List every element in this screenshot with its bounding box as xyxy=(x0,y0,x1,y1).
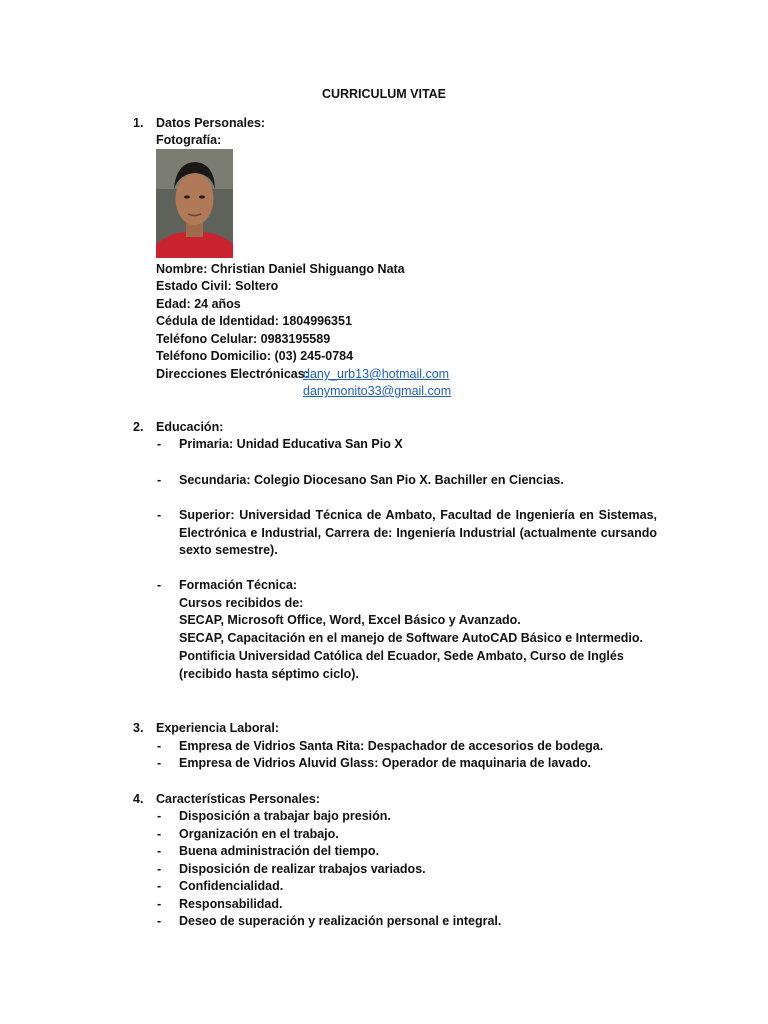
personal-cellphone: Teléfono Celular: 0983195589 xyxy=(156,332,331,346)
bullet-dash: - xyxy=(157,508,162,522)
bullet-dash: - xyxy=(157,914,162,928)
profile-photo xyxy=(156,149,233,258)
photo-label: Fotografía: xyxy=(156,133,222,147)
bullet-dash: - xyxy=(157,739,162,753)
personal-home-phone: Teléfono Domicilio: (03) 245-0784 xyxy=(156,349,354,363)
trait-item: Disposición de realizar trabajos variados. xyxy=(179,862,426,876)
technical-training-line: SECAP, Microsoft Office, Word, Excel Básico y Avanzado. xyxy=(179,613,521,627)
technical-training-line: SECAP, Capacitación en el manejo de Software AutoCAD Básico e Intermedio. xyxy=(179,631,644,645)
section-3-number: 3. xyxy=(133,721,144,735)
technical-training-english: Pontificia Universidad Católica del Ecuador, Sede Ambato, Curso de Inglés (recibido hasta séptimo ciclo). xyxy=(179,649,624,681)
experience-item: Empresa de Vidrios Santa Rita: Despachador de accesorios de bodega. xyxy=(179,739,604,753)
section-2-heading: Educación: xyxy=(156,420,224,434)
email-link-gmail[interactable]: danymonito33@gmail.com xyxy=(303,384,452,398)
trait-item: Buena administración del tiempo. xyxy=(179,844,380,858)
emails-label: Direcciones Electrónicas: xyxy=(156,367,309,381)
bullet-dash: - xyxy=(157,809,162,823)
personal-age: Edad: 24 años xyxy=(156,297,241,311)
trait-item: Confidencialidad. xyxy=(179,879,284,893)
technical-training-line: Cursos recibidos de: xyxy=(179,596,304,610)
bullet-dash: - xyxy=(157,879,162,893)
technical-training-heading: Formación Técnica: xyxy=(179,578,298,592)
trait-item: Organización en el trabajo. xyxy=(179,827,339,841)
education-superior: Superior: Universidad Técnica de Ambato, Facultad de Ingeniería en Sistemas, Electrónica e Industrial, Carrera de: Ingeniería Industrial (actualmente cursando sexto semestre). xyxy=(179,508,657,557)
profile-photo-image xyxy=(156,149,233,258)
personal-name: Nombre: Christian Daniel Shiguango Nata xyxy=(156,262,405,276)
section-1-heading: Datos Personales: xyxy=(156,116,266,130)
section-2-number: 2. xyxy=(133,420,144,434)
bullet-dash: - xyxy=(157,756,162,770)
bullet-dash: - xyxy=(157,437,162,451)
personal-id: Cédula de Identidad: 1804996351 xyxy=(156,314,352,328)
trait-item: Deseo de superación y realización personal e integral. xyxy=(179,914,502,928)
trait-item: Disposición a trabajar bajo presión. xyxy=(179,809,391,823)
bullet-dash: - xyxy=(157,862,162,876)
bullet-dash: - xyxy=(157,473,162,487)
bullet-dash: - xyxy=(157,578,162,592)
bullet-dash: - xyxy=(157,897,162,911)
experience-item: Empresa de Vidrios Aluvid Glass: Operador de maquinaria de lavado. xyxy=(179,756,591,770)
education-primary: Primaria: Unidad Educativa San Pio X xyxy=(179,437,403,451)
section-3-heading: Experiencia Laboral: xyxy=(156,721,279,735)
section-1-number: 1. xyxy=(133,116,144,130)
trait-item: Responsabilidad. xyxy=(179,897,283,911)
personal-civil-status: Estado Civil: Soltero xyxy=(156,279,279,293)
bullet-dash: - xyxy=(157,827,162,841)
bullet-dash: - xyxy=(157,844,162,858)
education-secondary: Secundaria: Colegio Diocesano San Pio X. Bachiller en Ciencias. xyxy=(179,473,564,487)
email-link-hotmail[interactable]: dany_urb13@hotmail.com xyxy=(303,367,450,381)
section-4-number: 4. xyxy=(133,792,144,806)
section-4-heading: Características Personales: xyxy=(156,792,320,806)
document-title: CURRICULUM VITAE xyxy=(321,87,447,101)
